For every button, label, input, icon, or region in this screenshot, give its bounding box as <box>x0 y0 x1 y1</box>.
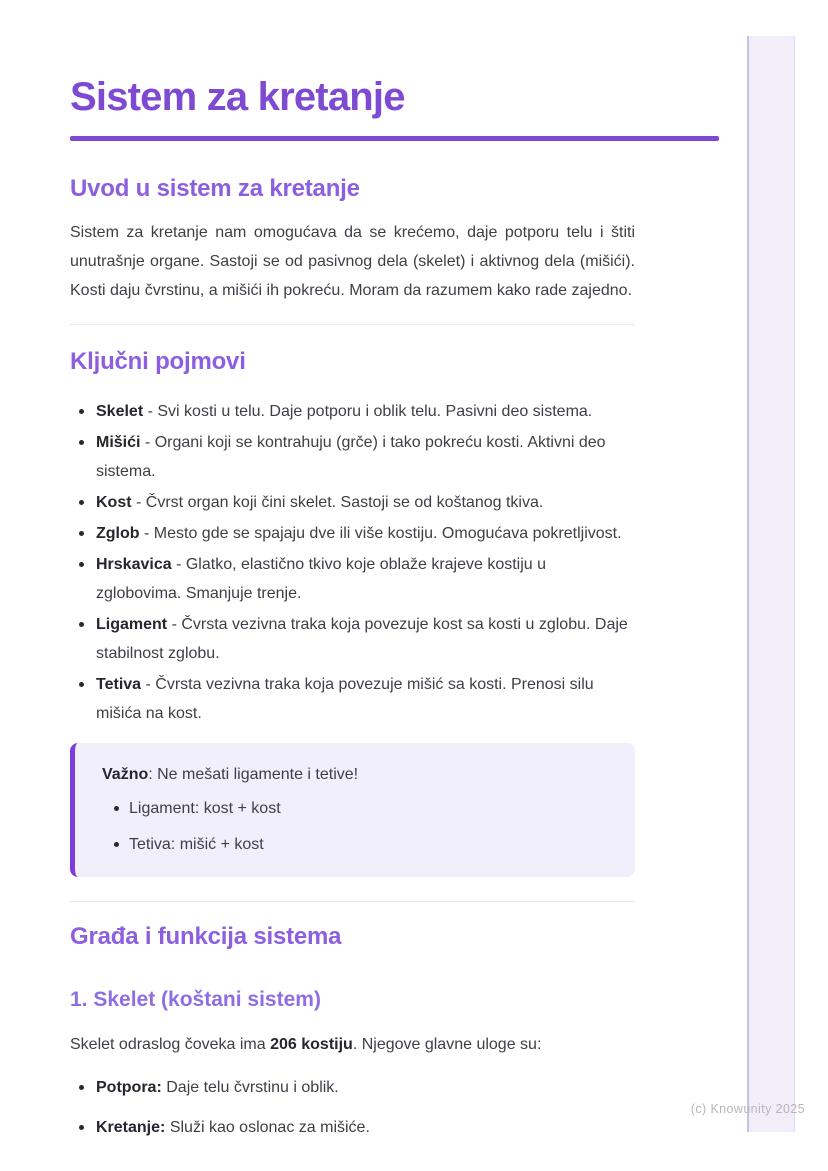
bone-count: 206 kostiju <box>270 1036 353 1053</box>
callout-label: Važno <box>102 766 149 783</box>
section-heading-structure: Građa i funkcija sistema <box>70 923 342 950</box>
callout-title <box>102 763 611 787</box>
term-definition: - Čvrsta vezivna traka koja povezuje mišić sa kosti. Prenosi silu mišića na kost. <box>96 676 594 722</box>
section-divider <box>70 324 635 325</box>
page-edge-bar <box>747 36 795 1132</box>
term-label: Hrskavica <box>96 556 172 573</box>
list-item-misici <box>70 428 635 486</box>
callout-item-tetiva <box>102 833 611 857</box>
callout-text: : Ne mešati ligamente i tetive! <box>148 766 359 783</box>
term-definition: - Glatko, elastično tkivo koje oblaže krajeve kostiju u zglobovima. Smanjuje trenje. <box>96 556 547 602</box>
important-callout <box>70 743 635 877</box>
term-label: Kost <box>96 494 132 511</box>
list-item-kost <box>70 488 635 517</box>
term-label: Tetiva <box>96 676 142 693</box>
intro-paragraph: Sistem za kretanje nam omogućava da se krećemo, daje potporu telu i štiti unutrašnje organe. Sastoji se od pasivnog dela (skelet) i aktivnog dela (mišići). Kosti daju čvrstinu, a mišići ih pokreću. Moram da razumem kako rade zajedno. <box>70 224 635 299</box>
watermark: (c) Knowunity 2025 <box>690 1102 805 1116</box>
list-item-hrskavica <box>70 550 635 608</box>
note-content <box>70 0 635 1153</box>
term-definition: - Organi koji se kontrahuju (grče) i tako pokreću kosti. Aktivni deo sistema. <box>96 434 606 480</box>
paragraph-text: Skelet odraslog čoveka ima <box>70 1036 271 1053</box>
list-item-skelet <box>70 397 635 426</box>
list-item-kretanje <box>70 1113 635 1142</box>
section-heading-key-terms: Ključni pojmovi <box>70 348 246 375</box>
key-terms-list <box>70 397 635 728</box>
list-item-zglob <box>70 519 635 548</box>
term-label: Kretanje: <box>96 1119 166 1136</box>
term-definition: - Mesto gde se spajaju dve ili više kostiju. Omogućava pokretljivost. <box>144 525 622 542</box>
title-underline <box>70 136 719 141</box>
term-label: Ligament <box>96 616 168 633</box>
term-label: Zglob <box>96 525 140 542</box>
list-item-tetiva <box>70 670 635 728</box>
skeleton-paragraph <box>70 1030 635 1059</box>
term-definition: - Čvrst organ koji čini skelet. Sastoji se od koštanog tkiva. <box>136 494 544 511</box>
term-definition: - Čvrsta vezivna traka koja povezuje kost sa kosti u zglobu. Daje stabilnost zglobu. <box>96 616 628 662</box>
section-heading-intro: Uvod u sistem za kretanje <box>70 175 360 202</box>
page-title: Sistem za kretanje <box>70 75 405 119</box>
term-label: Mišići <box>96 434 141 451</box>
callout-item-text: Tetiva: mišić + kost <box>129 836 264 853</box>
term-definition: - Svi kosti u telu. Daje potporu i oblik telu. Pasivni deo sistema. <box>147 403 593 420</box>
term-label: Skelet <box>96 403 144 420</box>
callout-item-text: Ligament: kost + kost <box>129 800 281 817</box>
skeleton-roles-list <box>70 1073 635 1142</box>
callout-item-ligament <box>102 797 611 821</box>
term-label: Potpora: <box>96 1079 162 1096</box>
subsection-heading-skelet: 1. Skelet (koštani sistem) <box>70 988 321 1011</box>
list-item-ligament <box>70 610 635 668</box>
callout-list <box>102 797 611 857</box>
section-divider <box>70 901 635 902</box>
term-definition: Daje telu čvrstinu i oblik. <box>166 1079 339 1096</box>
list-item-potpora <box>70 1073 635 1102</box>
paragraph-text: . Njegove glavne uloge su: <box>352 1036 542 1053</box>
term-definition: Služi kao oslonac za mišiće. <box>169 1119 370 1136</box>
